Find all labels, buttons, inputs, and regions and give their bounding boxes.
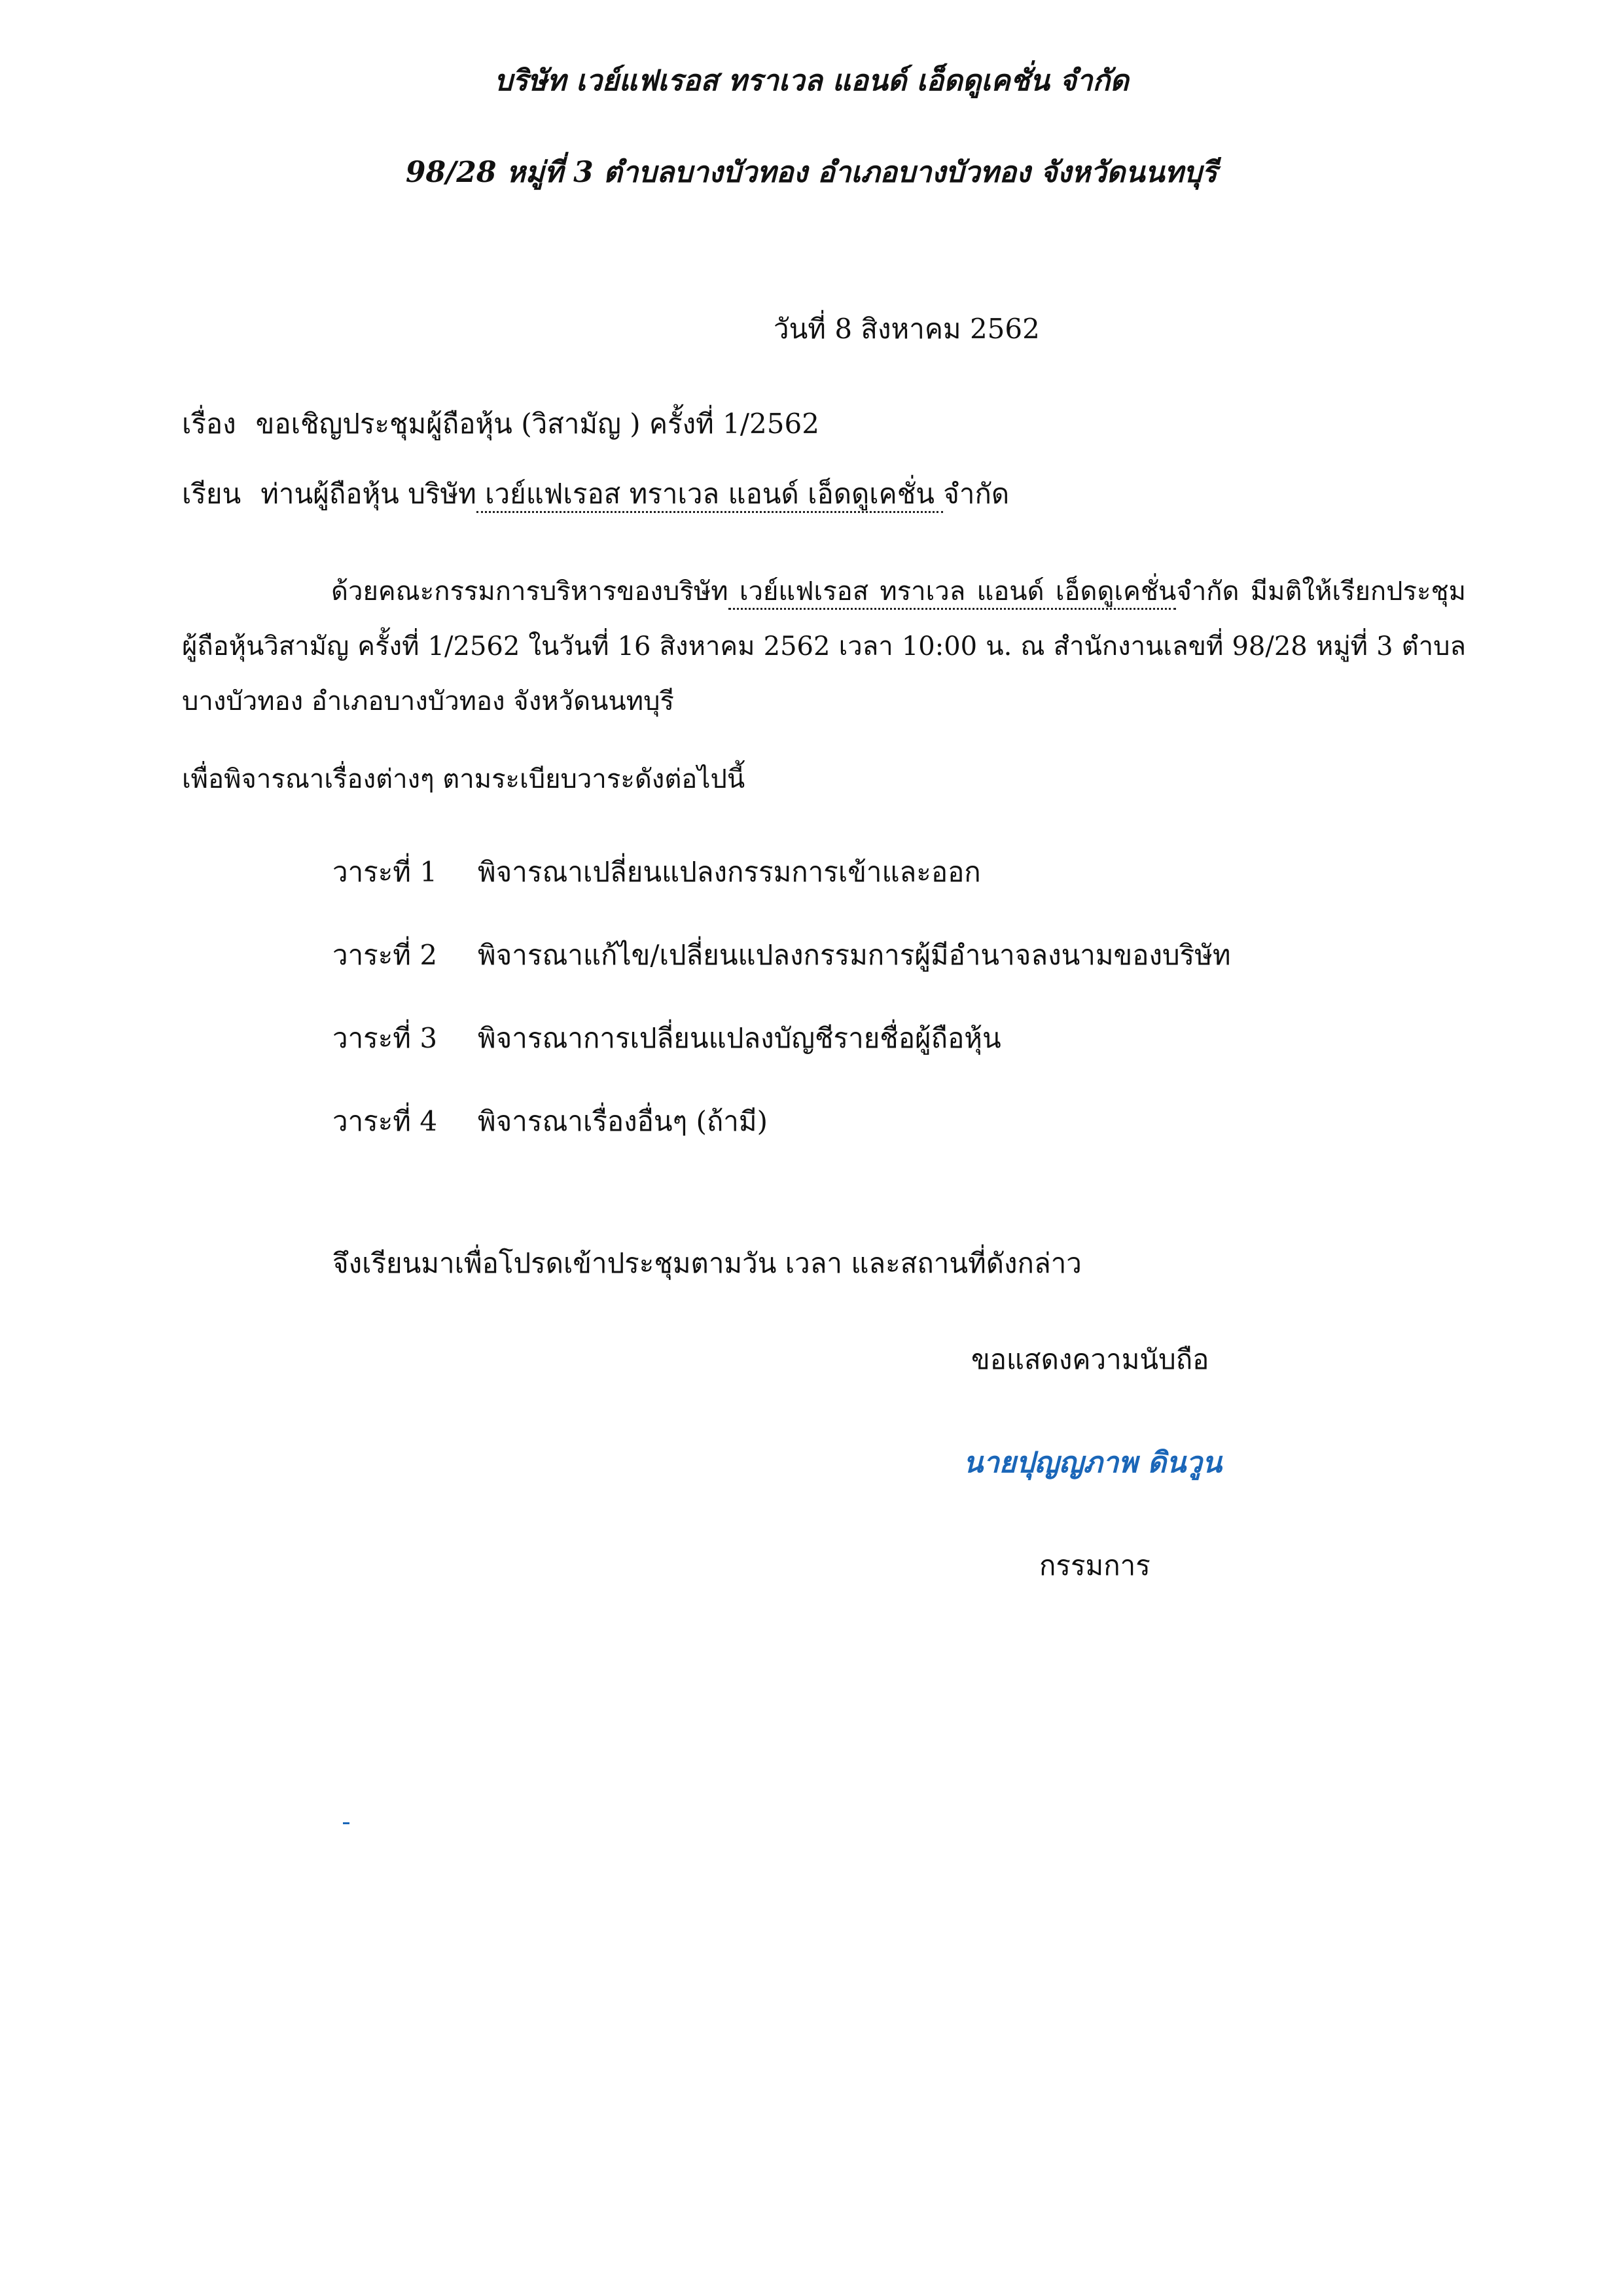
subject-text: ขอเชิญประชุมผู้ถือหุ้น (วิสามัญ ) ครั้งที่ 1/2562 — [255, 408, 819, 440]
body-paragraph — [182, 564, 1466, 729]
body-prefix: ด้วยคณะกรรมการบริหารของบริษัท — [331, 576, 728, 607]
subject-line — [182, 402, 819, 446]
salutation-company: เวย์แฟเรอส ทราเวล แอนด์ เอ็ดดูเคชั่น — [476, 478, 943, 513]
salutation-prefix: ท่านผู้ถือหุ้น บริษัท — [260, 478, 476, 510]
agenda-text: พิจารณาเปลี่ยนแปลงกรรมการเข้าและออก — [478, 856, 981, 888]
signatory-name: นายปุญญภาพ ดินวูน — [963, 1446, 1222, 1479]
regards-line: ขอแสดงความนับถือ — [971, 1343, 1209, 1375]
salutation-suffix: จำกัด — [943, 478, 1010, 510]
body-rest: จำกัด มีมติให้เรียกประชุมผู้ถือหุ้นวิสามัญ ครั้งที่ 1/2562 ในวันที่ 16 สิงหาคม 2562 เวลา 10:00 น. ณ สำนักงานเลขที่ 98/28 หมู่ที่ 3 ตำบลบางบัวทอง อำเภอบางบัวทอง จังหวัดนนทบุรี — [182, 576, 1467, 716]
body-company: เวย์แฟเรอส ทราเวล แอนด์ เอ็ดดูเคชั่น — [728, 576, 1177, 610]
agenda-list — [332, 851, 1231, 1183]
salutation-label: เรียน — [182, 478, 241, 510]
letter-date: วันที่ 8 สิงหาคม 2562 — [774, 313, 1040, 345]
subject-label: เรื่อง — [182, 408, 236, 440]
signatory-position: กรรมการ — [1039, 1549, 1150, 1581]
company-address: 98/28 หมู่ที่ 3 ตำบลบางบัวทอง อำเภอบางบัวทอง จังหวัดนนทบุรี — [405, 156, 1218, 189]
agenda-number: วาระที่ 4 — [332, 1105, 438, 1137]
stray-mark — [343, 1822, 349, 1824]
agenda-text: พิจารณาแก้ไข/เปลี่ยนแปลงกรรมการผู้มีอำนาจลงนามของบริษัท — [478, 939, 1231, 971]
company-name: บริษัท เวย์แฟเรอส ทราเวล แอนด์ เอ็ดดูเคชั่น จำกัด — [494, 64, 1129, 97]
purpose-line: เพื่อพิจารณาเรื่องต่างๆ ตามระเบียบวาระดังต่อไปนี้ — [182, 764, 745, 794]
agenda-number: วาระที่ 1 — [332, 856, 438, 888]
agenda-item — [332, 851, 1231, 934]
agenda-item — [332, 1100, 1231, 1183]
agenda-item — [332, 934, 1231, 1017]
agenda-number: วาระที่ 2 — [332, 939, 438, 971]
salutation-line — [182, 472, 1009, 516]
agenda-item — [332, 1017, 1231, 1100]
agenda-number: วาระที่ 3 — [332, 1022, 438, 1054]
agenda-text: พิจารณาเรื่องอื่นๆ (ถ้ามี) — [478, 1105, 768, 1137]
closing-line: จึงเรียนมาเพื่อโปรดเข้าประชุมตามวัน เวลา และสถานที่ดังกล่าว — [332, 1247, 1082, 1279]
agenda-text: พิจารณาการเปลี่ยนแปลงบัญชีรายชื่อผู้ถือหุ้น — [478, 1022, 1001, 1054]
